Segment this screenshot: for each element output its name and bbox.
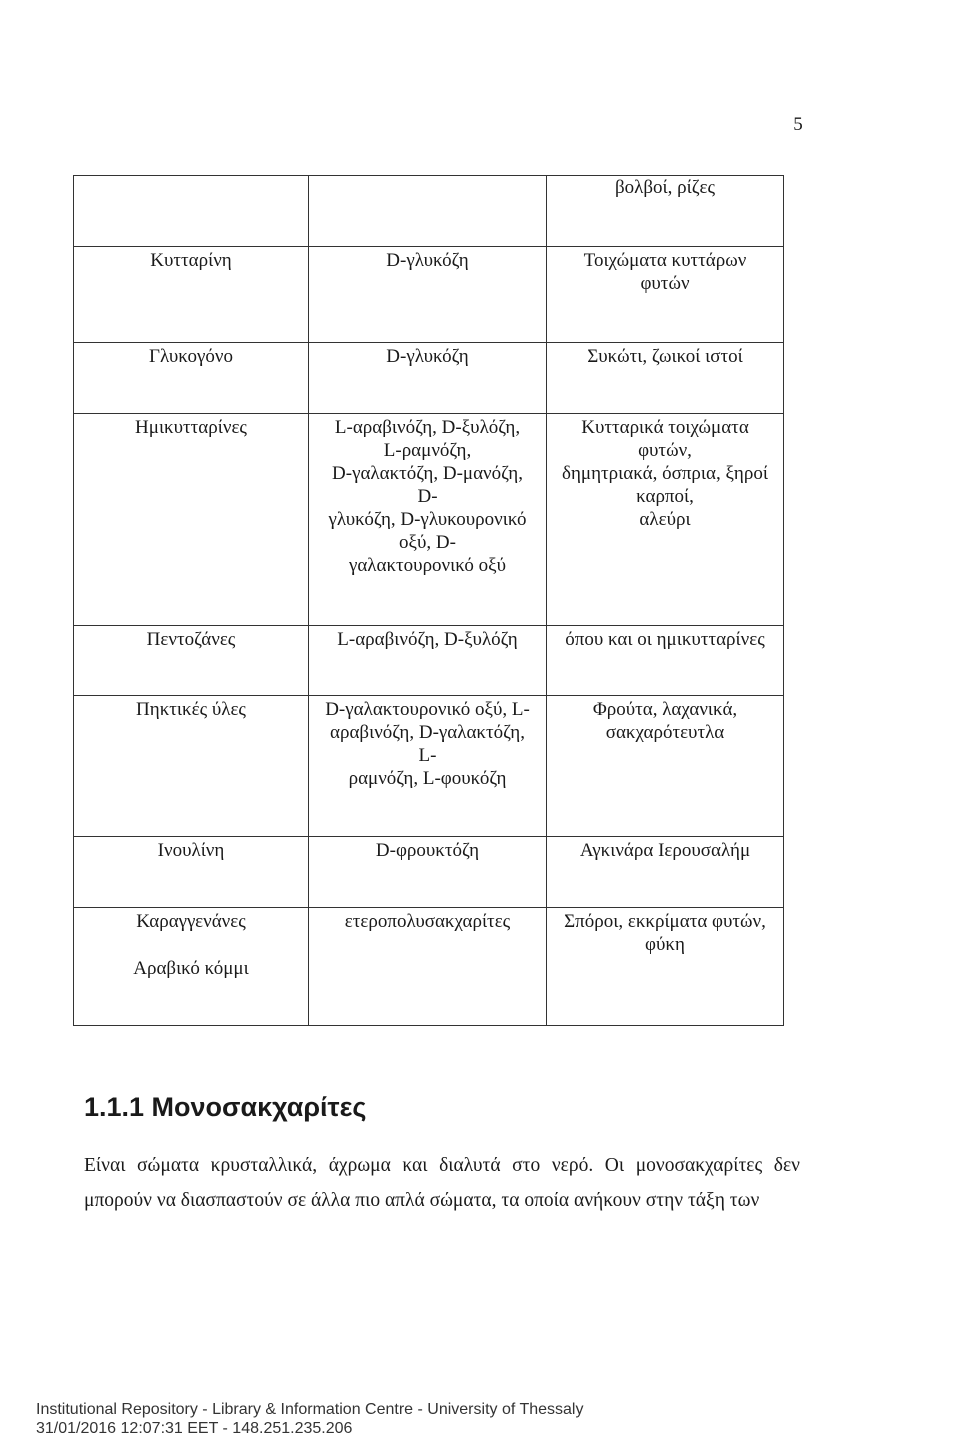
table-cell-name — [74, 176, 309, 247]
table-cell-name: Ινουλίνη — [74, 837, 309, 908]
polysaccharides-table — [73, 175, 784, 1026]
table-row — [74, 176, 784, 247]
table-cell-name: Κυτταρίνη — [74, 247, 309, 343]
table-cell-monomers: D-γαλακτουρονικό οξύ, L- αραβινόζη, D-γαλακτόζη, L- ραμνόζη, L-φουκόζη — [309, 696, 547, 837]
table-cell-source: Κυτταρικά τοιχώματα φυτών, δημητριακά, όσπρια, ξηροί καρποί, αλεύρι — [547, 414, 784, 626]
table-cell-monomers: D-γλυκόζη — [309, 343, 547, 414]
table-row — [74, 414, 784, 626]
footer-line-timestamp: 31/01/2016 12:07:31 EET - 148.251.235.206 — [36, 1420, 353, 1437]
table-row — [74, 908, 784, 1026]
table-cell-source: όπου και οι ημικυτταρίνες — [547, 626, 784, 696]
table-cell-monomers — [309, 176, 547, 247]
table-cell-name: Ημικυτταρίνες — [74, 414, 309, 626]
table-row — [74, 837, 784, 908]
table-cell-name: Πεντοζάνες — [74, 626, 309, 696]
table-cell-source: βολβοί, ρίζες — [547, 176, 784, 247]
section-heading: 1.1.1 Μονοσακχαρίτες — [84, 1092, 367, 1122]
table-cell-monomers: D-γλυκόζη — [309, 247, 547, 343]
table-cell-monomers: L-αραβινόζη, D-ξυλόζη, L-ραμνόζη, D-γαλακτόζη, D-μανόζη, D- γλυκόζη, D-γλυκουρονικό οξύ, D- γαλακτουρονικό οξύ — [309, 414, 547, 626]
table-cell-source: Αγκινάρα Ιερουσαλήμ — [547, 837, 784, 908]
table-cell-source: Τοιχώματα κυττάρων φυτών — [547, 247, 784, 343]
table-row — [74, 343, 784, 414]
footer-line-repository: Institutional Repository - Library & Information Centre - University of Thessaly — [36, 1401, 584, 1418]
table-cell-name: Πηκτικές ύλες — [74, 696, 309, 837]
table-cell-source: Συκώτι, ζωικοί ιστοί — [547, 343, 784, 414]
table-cell-name-secondary: Αραβικό κόμμι — [133, 958, 249, 979]
table-cell-name: Γλυκογόνο — [74, 343, 309, 414]
repository-footer — [36, 1400, 583, 1438]
table-cell-name: Καραγγενάνες Αραβικό κόμμι — [74, 908, 309, 1026]
table-row — [74, 247, 784, 343]
table-cell-monomers: L-αραβινόζη, D-ξυλόζη — [309, 626, 547, 696]
table-cell-monomers: D-φρουκτόζη — [309, 837, 547, 908]
table-row — [74, 626, 784, 696]
table-cell-source: Σπόροι, εκκρίματα φυτών, φύκη — [547, 908, 784, 1026]
page-number: 5 — [793, 114, 803, 135]
table-row — [74, 696, 784, 837]
body-paragraph: Είναι σώματα κρυσταλλικά, άχρωμα και διαλυτά στο νερό. Οι μονοσακχαρίτες δεν μπορούν να διασπαστούν σε άλλα πιο απλά σώματα, τα οποία ανήκουν στην τάξη των — [84, 1155, 800, 1211]
table-cell-source: Φρούτα, λαχανικά, σακχαρότευτλα — [547, 696, 784, 837]
table-cell-monomers: ετεροπολυσακχαρίτες — [309, 908, 547, 1026]
